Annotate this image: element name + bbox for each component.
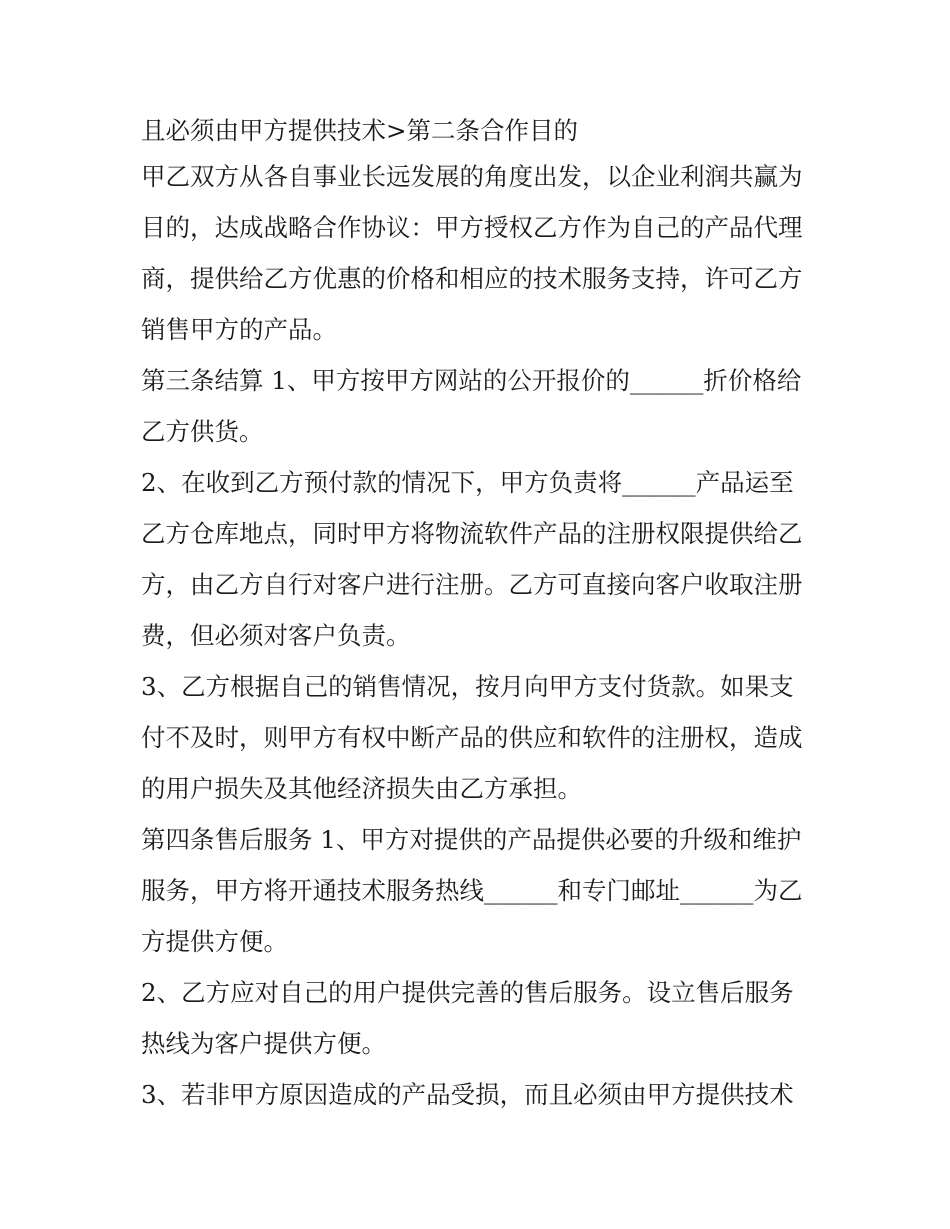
- document-body: [141, 110, 821, 1120]
- text-line: 目的，达成战略合作协议：甲方授权乙方作为自己的产品代理: [141, 213, 803, 242]
- text-line: 商，提供给乙方优惠的价格和相应的技术服务支持，许可乙方: [141, 264, 803, 293]
- text-line: 方，由乙方自行对客户进行注册。乙方可直接向客户收取注册: [141, 570, 803, 599]
- text-line: 乙方仓库地点，同时甲方将物流软件产品的注册权限提供给乙: [141, 519, 803, 548]
- text-line: 第四条售后服务 1、甲方对提供的产品提供必要的升级和维护: [141, 825, 802, 854]
- text-line: 2、在收到乙方预付款的情况下，甲方负责将______产品运至: [141, 468, 794, 497]
- text-line: 方提供方便。: [141, 927, 288, 956]
- text-line: 服务，甲方将开通技术服务热线______和专门邮址______为乙: [141, 876, 803, 905]
- text-line: 的用户损失及其他经济损失由乙方承担。: [141, 774, 582, 803]
- text-line: 第三条结算 1、甲方按甲方网站的公开报价的______折价格给: [141, 366, 802, 395]
- text-line: 甲乙双方从各自事业长远发展的角度出发，以企业利润共赢为: [141, 162, 803, 191]
- text-line: 3、乙方根据自己的销售情况，按月向甲方支付货款。如果支: [141, 672, 794, 701]
- text-line: 销售甲方的产品。: [141, 315, 337, 344]
- text-line: 费，但必须对客户负责。: [141, 621, 411, 650]
- text-line: 且必须由甲方提供技术>第二条合作目的: [141, 116, 579, 145]
- text-line: 付不及时，则甲方有权中断产品的供应和软件的注册权，造成: [141, 723, 803, 752]
- text-line: 2、乙方应对自己的用户提供完善的售后服务。设立售后服务: [141, 978, 794, 1007]
- text-line: 3、若非甲方原因造成的产品受损，而且必须由甲方提供技术: [141, 1080, 794, 1109]
- text-line: 热线为客户提供方便。: [141, 1029, 386, 1058]
- text-line: 乙方供货。: [141, 417, 264, 446]
